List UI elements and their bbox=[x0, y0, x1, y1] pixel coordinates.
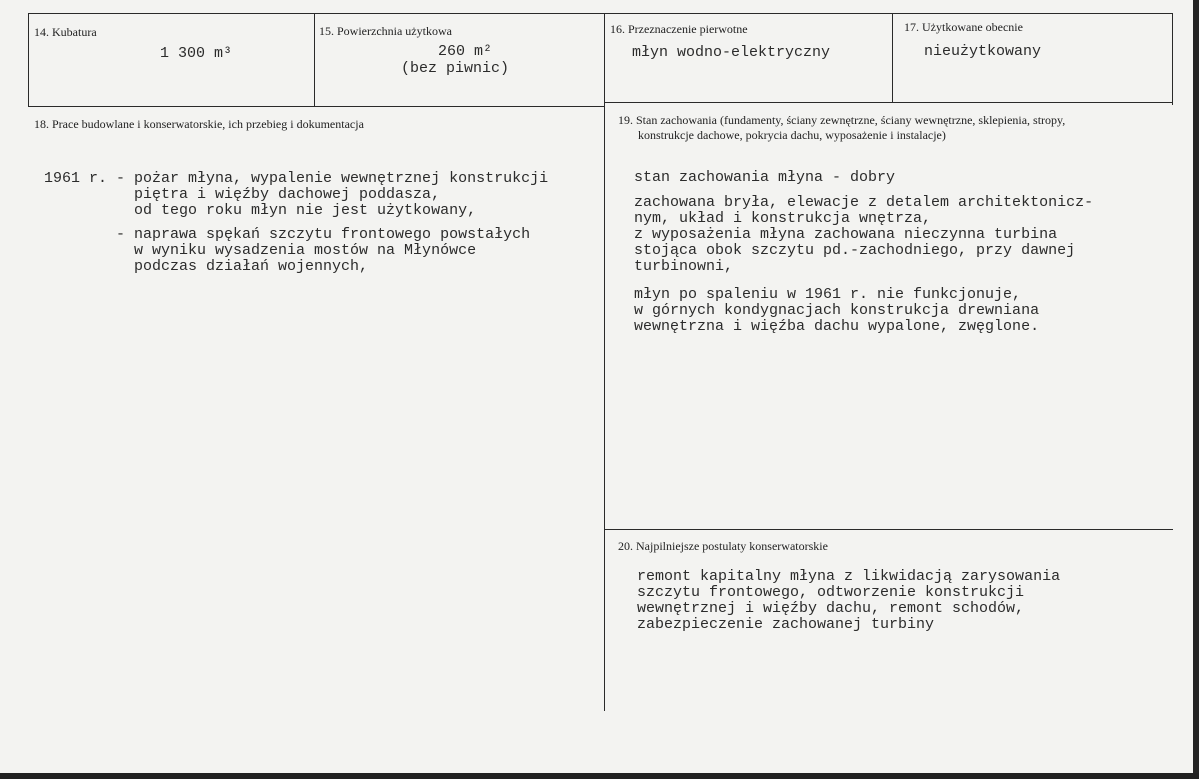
top-border bbox=[28, 13, 1173, 14]
stan-line: stan zachowania młyna - dobry bbox=[634, 169, 896, 186]
prace-entry-line: w wyniku wysadzenia mostów na Młynówce bbox=[44, 242, 477, 259]
uzytkowane-label: 17. Użytkowane obecnie bbox=[904, 20, 1023, 34]
right-border bbox=[1172, 13, 1173, 105]
row-divider-right bbox=[604, 102, 1173, 103]
stan-line: wewnętrzna i więźba dachu wypalone, zwęglone. bbox=[634, 318, 1040, 335]
powierzchnia-note: (bez piwnic) bbox=[400, 60, 510, 77]
postulaty-line: szczytu frontowego, odtworzenie konstrukcji bbox=[637, 584, 1025, 601]
stan-label-cont: konstrukcje dachowe, pokrycia dachu, wyposażenie i instalacje) bbox=[638, 128, 946, 142]
stan-line: nym, układ i konstrukcja wnętrza, bbox=[634, 210, 932, 227]
kubatura-label: 14. Kubatura bbox=[34, 25, 97, 39]
left-border bbox=[28, 13, 29, 107]
przeznaczenie-label: 16. Przeznaczenie pierwotne bbox=[610, 22, 748, 36]
col-divider-16-17 bbox=[892, 13, 893, 103]
prace-entry-line: podczas działań wojennych, bbox=[44, 258, 369, 275]
col-divider-14-15 bbox=[314, 13, 315, 107]
przeznaczenie-value: młyn wodno-elektryczny bbox=[632, 44, 831, 61]
scan-edge-right bbox=[1193, 0, 1199, 779]
row-divider bbox=[28, 106, 604, 107]
prace-entry-line: od tego roku młyn nie jest użytkowany, bbox=[44, 202, 477, 219]
scan-edge-bottom bbox=[0, 773, 1199, 779]
postulaty-line: zabezpieczenie zachowanej turbiny bbox=[637, 616, 935, 633]
prace-entry-line: 1961 r. - pożar młyna, wypalenie wewnętrznej konstrukcji bbox=[44, 170, 549, 187]
section-20-divider bbox=[605, 529, 1173, 530]
postulaty-line: remont kapitalny młyna z likwidacją zarysowania bbox=[637, 568, 1061, 585]
postulaty-line: wewnętrznej i więźby dachu, remont schodów, bbox=[637, 600, 1025, 617]
stan-line: stojąca obok szczytu pd.-zachodniego, przy dawnej bbox=[634, 242, 1076, 259]
powierzchnia-label: 15. Powierzchnia użytkowa bbox=[319, 24, 452, 38]
prace-entry-line: piętra i więźby dachowej poddasza, bbox=[44, 186, 441, 203]
stan-line: w górnych kondygnacjach konstrukcja drewniana bbox=[634, 302, 1040, 319]
stan-line: zachowana bryła, elewacje z detalem architektonicz- bbox=[634, 194, 1094, 211]
kubatura-value: 1 300 m³ bbox=[160, 45, 233, 62]
stan-label: 19. Stan zachowania (fundamenty, ściany zewnętrzne, ściany wewnętrzne, sklepienia, stropy, bbox=[618, 113, 1066, 127]
col-divider-main bbox=[604, 13, 605, 711]
stan-line: turbinowni, bbox=[634, 258, 734, 275]
postulaty-label: 20. Najpilniejsze postulaty konserwatorskie bbox=[618, 539, 828, 553]
stan-line: młyn po spaleniu w 1961 r. nie funkcjonuje, bbox=[634, 286, 1022, 303]
powierzchnia-value: 260 m² bbox=[437, 43, 492, 60]
prace-entry-line: - naprawa spękań szczytu frontowego powstałych bbox=[44, 226, 531, 243]
stan-line: z wyposażenia młyna zachowana nieczynna turbina bbox=[634, 226, 1058, 243]
prace-label: 18. Prace budowlane i konserwatorskie, ich przebieg i dokumentacja bbox=[34, 117, 364, 131]
uzytkowane-value: nieużytkowany bbox=[924, 43, 1042, 60]
